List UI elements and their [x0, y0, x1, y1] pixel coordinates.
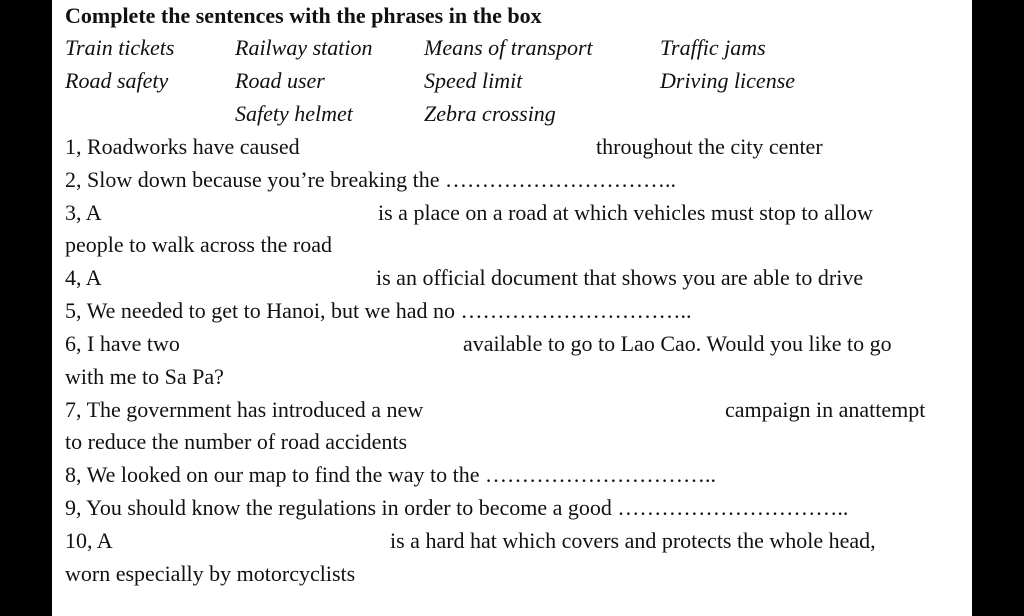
- sentence-10-cont: worn especially by motorcyclists: [65, 561, 356, 586]
- sentence-3-start: 3, A: [65, 200, 102, 225]
- phrase-traffic-jams: Traffic jams: [660, 35, 766, 60]
- sentence-9: 9, You should know the regulations in order to become a good …………………………..: [65, 495, 849, 520]
- sentence-2: 2, Slow down because you’re breaking the …………………………..: [65, 167, 677, 192]
- sentence-4-end: is an official document that shows you are able to drive: [376, 265, 864, 290]
- sentence-7-start: 7, The government has introduced a new: [65, 397, 424, 422]
- sentence-8: 8, We looked on our map to find the way to the …………………………..: [65, 462, 717, 487]
- phrase-means-of-transport: Means of transport: [424, 35, 593, 60]
- sentence-10-start: 10, A: [65, 528, 113, 553]
- sentence-3-cont: people to walk across the road: [65, 232, 332, 257]
- sentence-6-end: available to go to Lao Cao. Would you like to go: [463, 331, 892, 356]
- sentence-10-end: is a hard hat which covers and protects the whole head,: [390, 528, 876, 553]
- phrase-railway-station: Railway station: [235, 35, 373, 60]
- sentence-6-start: 6, I have two: [65, 331, 180, 356]
- sentence-1-end: throughout the city center: [596, 134, 823, 159]
- sentence-7-end: campaign in anattempt: [725, 397, 926, 422]
- phrase-safety-helmet: Safety helmet: [235, 101, 353, 126]
- worksheet-page: [52, 0, 972, 616]
- phrase-road-safety: Road safety: [65, 68, 169, 93]
- sentence-3-end: is a place on a road at which vehicles must stop to allow: [378, 200, 873, 225]
- phrase-driving-license: Driving license: [660, 68, 796, 93]
- sentence-4-start: 4, A: [65, 265, 102, 290]
- sentence-6-cont: with me to Sa Pa?: [65, 364, 224, 389]
- worksheet-title: Complete the sentences with the phrases in the box: [65, 3, 542, 28]
- phrase-road-user: Road user: [235, 68, 325, 93]
- phrase-zebra-crossing: Zebra crossing: [424, 101, 556, 126]
- phrase-train-tickets: Train tickets: [65, 35, 175, 60]
- phrase-speed-limit: Speed limit: [424, 68, 523, 93]
- sentence-7-cont: to reduce the number of road accidents: [65, 429, 408, 454]
- sentence-1-start: 1, Roadworks have caused: [65, 134, 300, 159]
- sentence-5: 5, We needed to get to Hanoi, but we had no …………………………..: [65, 298, 692, 323]
